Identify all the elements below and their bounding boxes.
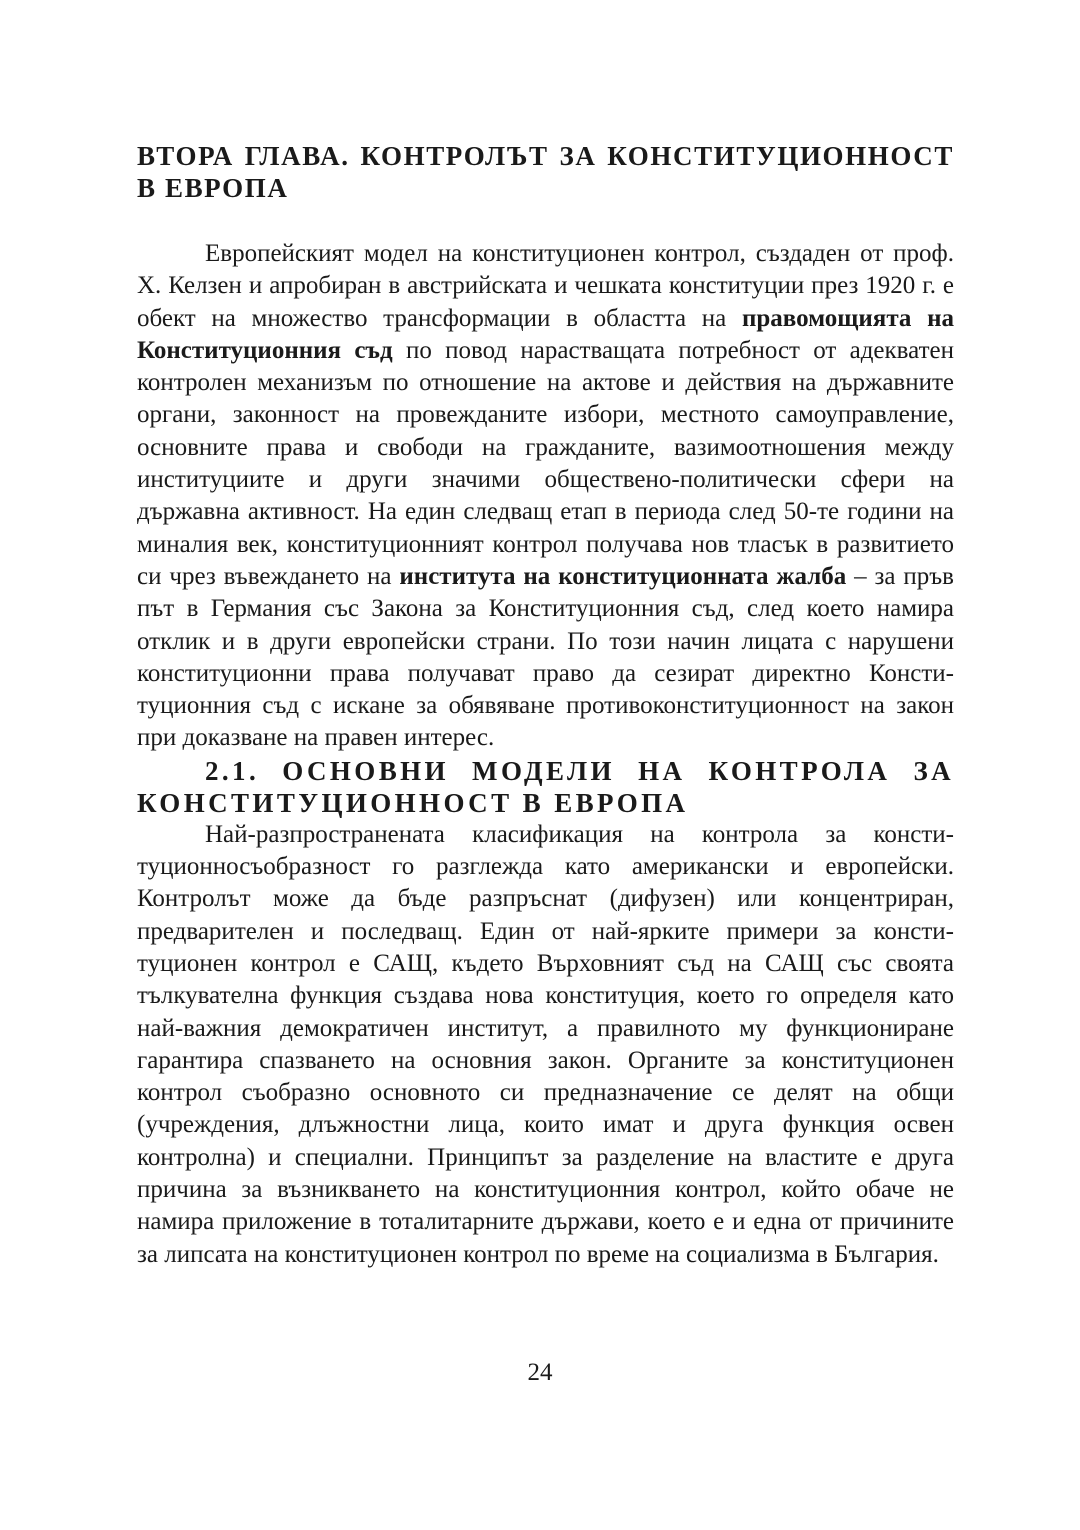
page-body <box>137 140 954 1271</box>
chapter-title: ВТОРА ГЛАВА. КОНТРОЛЪТ ЗА КОНСТИТУЦИОННОСТ В ЕВРОПА <box>137 141 954 203</box>
intro-text-2: по повод нарастващата потребност от адекватен контролен механизъм по отношение на актове и действия на държавните органи, законност на провежданите избори, местното самоуправление, основните права и свободи на гражданите, вазимоотношения между институциите и други значими обществено-политически сфери на държавна активност. На един следващ етап в периода след 50-те години на миналия век, конституционният контрол получава нов тласък в развитието си чрез въвеждането на <box>137 336 954 590</box>
intro-bold-1: правомощията на Конституционния съд <box>137 304 954 364</box>
section-paragraph: Най-разпространената класификация на контрола за конституционносъобразност го разглежда като американски и европейски. Контролът може да бъде разпръснат (дифузен) или концентриран, предварителен и последващ. Един от най-ярките примери за конституционен контрол е САЩ, където Върховният съд на САЩ със своята тълкувателна функция създава нова конституция, което го определя като най-важния демократичен институт, а правилното му функциониране гарантира спазването на основния закон. Органите за конституционен контрол съобразно основното си предназначение се делят на общи (учреждения, длъжностни лица, които имат и друга функция освен контролна) и специални. Принципът за разделение на властите е друга причина за възникването на конституционния контрол, който обаче не намира приложение в тоталитарните държави, което е и една от причините за липсата на конституционен контрол по време на социализма в България. <box>137 820 954 1268</box>
intro-bold-2: института на конституционната жалба <box>399 562 847 590</box>
intro-text-3: – за пръв път в Германия със Закона за Конституционния съд, след което намира отклик и в други европейски страни. По този начин лицата с нарушени конституционни права получават право да сезират директно Конституционния съд с искане за обявяване противоконституционност на закон при доказване на правен интерес. <box>137 562 954 752</box>
page-number: 24 <box>527 1359 553 1386</box>
intro-text-1: Европейският модел на конституционен контрол, създаден от проф. Х. Келзен и апробиран в австрийската и чешката конституции през 1920 г. е обект на множество трансформации в областта на <box>137 240 954 332</box>
intro-paragraph <box>137 238 954 755</box>
section-title: 2.1. ОСНОВНИ МОДЕЛИ НА КОНТРОЛА ЗА КОНСТИТУЦИОННОСТ В ЕВРОПА <box>137 755 954 818</box>
